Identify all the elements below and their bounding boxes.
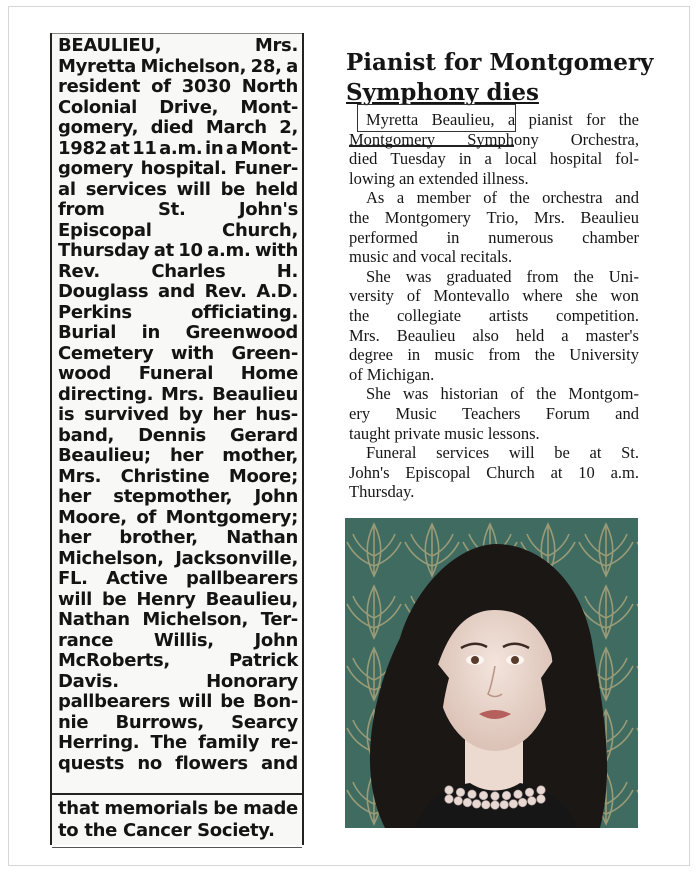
word: her — [58, 527, 91, 548]
word: memorials — [104, 798, 208, 819]
word: Tuesday — [390, 149, 446, 169]
word: resident — [58, 76, 141, 97]
pearl — [491, 801, 500, 810]
word: she — [575, 286, 598, 306]
word: brother, — [119, 527, 198, 548]
word: the — [349, 208, 370, 227]
word: in — [141, 322, 161, 343]
word: March — [205, 117, 267, 138]
pearl — [537, 795, 546, 804]
word: at — [589, 443, 602, 463]
word: hospital. — [140, 158, 227, 179]
word: competition. — [556, 306, 639, 325]
word: music — [434, 345, 474, 365]
word: mother, — [222, 445, 298, 466]
word: Mrs. — [161, 383, 205, 405]
word: artists — [488, 306, 529, 325]
word: was — [405, 266, 432, 286]
word: Cemetery — [58, 342, 154, 364]
pearl — [514, 790, 523, 799]
text-line — [58, 754, 298, 774]
text-line — [58, 569, 298, 589]
word: and — [261, 752, 298, 774]
article-line — [349, 326, 639, 346]
word: a — [225, 137, 238, 159]
word: Davis. — [58, 670, 119, 692]
word: degree — [349, 345, 393, 365]
word: Jacksonville, — [175, 547, 298, 569]
word: Active — [106, 568, 168, 589]
word: Beaulieu; — [58, 445, 151, 466]
word: be — [220, 178, 246, 200]
word: is — [58, 404, 75, 425]
word: was — [402, 384, 429, 404]
headline-line-1: Pianist for Montgomery — [346, 49, 654, 76]
word: McRoberts, — [58, 650, 170, 671]
text-line — [58, 344, 298, 364]
text-line — [58, 385, 298, 405]
text-line — [58, 118, 298, 138]
pearl — [500, 800, 509, 809]
word: from — [58, 199, 105, 220]
word: be — [554, 443, 570, 463]
word: lowing an extended illness. — [349, 168, 529, 188]
text-line — [58, 549, 298, 569]
word: The — [150, 732, 187, 753]
word: services — [85, 178, 167, 200]
article-line — [349, 482, 639, 502]
article-line — [349, 130, 639, 150]
word: St. — [158, 199, 186, 220]
word: pianist — [528, 110, 573, 129]
word: gomery — [58, 158, 134, 179]
word: Nathan — [226, 527, 298, 548]
pearl — [502, 791, 511, 800]
word: the — [618, 110, 639, 129]
word: that — [58, 798, 99, 819]
word: 28, — [250, 55, 282, 77]
word: family — [198, 732, 260, 753]
article-line — [349, 149, 639, 169]
word: 11 — [132, 137, 157, 159]
word: Michelson, — [142, 609, 249, 630]
word: from — [488, 345, 521, 365]
text-line — [58, 631, 298, 651]
word: Episcopal — [405, 462, 471, 482]
word: with — [170, 342, 214, 364]
pearl — [463, 798, 472, 807]
pearl — [528, 797, 537, 806]
word: and — [615, 188, 639, 208]
word: quests — [58, 752, 125, 774]
word: band, — [58, 424, 115, 446]
word: Uni- — [608, 266, 639, 286]
word: Funeral — [138, 363, 214, 384]
word: Douglass — [58, 281, 149, 302]
text-line — [58, 733, 298, 753]
word: with — [254, 240, 298, 261]
word: Symphony — [467, 129, 539, 149]
word: Myretta — [58, 55, 136, 77]
word: Forum — [545, 404, 590, 423]
word: in — [446, 227, 460, 247]
text-line — [58, 77, 298, 97]
article-line — [349, 345, 639, 365]
word: Church — [486, 462, 535, 482]
text-line — [58, 467, 298, 487]
text-line — [58, 180, 298, 200]
article-line — [366, 110, 639, 130]
word: died — [349, 149, 378, 169]
word: Christine — [120, 465, 210, 487]
word: Mrs. — [349, 325, 380, 345]
word: at — [550, 462, 563, 482]
word: where — [522, 286, 563, 306]
pearl — [491, 792, 500, 801]
word: pallbearers — [58, 691, 170, 712]
word: Michelson, — [140, 55, 247, 77]
word: 3030 — [181, 76, 231, 97]
word: to the Cancer Society. — [58, 820, 275, 841]
word: John — [254, 629, 298, 651]
text-line — [58, 241, 298, 261]
word: Bon- — [252, 691, 298, 712]
word: wood — [58, 363, 112, 384]
text-line — [58, 262, 298, 282]
word: collegiate — [396, 306, 462, 325]
word: Church, — [222, 219, 298, 241]
word: Funeral — [366, 443, 417, 463]
word: H. — [276, 260, 298, 282]
word: Ter- — [260, 609, 298, 630]
article-line — [366, 188, 639, 208]
text-line — [58, 405, 298, 425]
word: Music — [395, 404, 437, 423]
text-line — [58, 221, 298, 241]
word: of — [136, 506, 156, 528]
text-line — [58, 590, 298, 610]
word: Beaulieu, — [431, 110, 495, 129]
word: local — [504, 149, 537, 169]
word: will — [58, 588, 92, 610]
word: John's — [349, 462, 390, 482]
word: nie — [58, 711, 89, 733]
pearl — [537, 786, 546, 795]
text-line — [58, 159, 298, 179]
word: St. — [621, 443, 639, 463]
word: rance — [58, 629, 114, 651]
text-line — [58, 57, 298, 77]
text-line — [58, 610, 298, 630]
word: Montevallo — [433, 286, 510, 306]
article-line — [349, 424, 639, 444]
text-line — [58, 713, 298, 733]
text-line — [58, 98, 298, 118]
word: Thursday. — [349, 482, 415, 502]
word: As — [366, 188, 385, 208]
word: Michelson, — [58, 547, 164, 569]
text-line — [58, 323, 298, 343]
word: in — [204, 137, 224, 159]
article-line — [349, 306, 639, 326]
pearl — [472, 800, 481, 809]
word: services — [436, 443, 490, 463]
word: al — [58, 178, 76, 200]
obituary-main-column — [52, 33, 302, 790]
word: Burrows, — [115, 711, 204, 733]
word: Willis, — [153, 629, 214, 651]
pearl — [454, 797, 463, 806]
word: Charles — [151, 260, 226, 282]
word: in — [407, 345, 421, 365]
word: chamber — [582, 227, 639, 247]
word: Nathan — [58, 609, 130, 630]
article-line — [366, 443, 639, 463]
word: numerous — [488, 227, 554, 247]
text-line — [58, 799, 298, 819]
word: 10 — [178, 240, 203, 261]
word: be — [220, 691, 245, 712]
word: Home — [240, 363, 298, 384]
pearl — [479, 791, 488, 800]
word: Rev. — [204, 281, 247, 302]
word: gomery, — [58, 117, 139, 138]
pearl — [518, 798, 527, 807]
word: FL. — [58, 568, 88, 589]
word: at — [109, 137, 130, 159]
word: member — [416, 188, 471, 208]
word: a — [507, 110, 516, 129]
word: historian — [440, 384, 499, 404]
word: no — [137, 752, 162, 774]
word: A.D. — [256, 281, 298, 302]
word: Montgomery; — [165, 506, 298, 528]
text-line — [58, 821, 298, 841]
word: Montgom- — [568, 384, 639, 404]
word: taught private music lessons. — [349, 423, 540, 443]
article-line — [349, 228, 639, 248]
word: Trio, — [486, 208, 519, 227]
word: of — [406, 286, 421, 306]
word: 1982 — [58, 137, 107, 159]
word: John's — [238, 199, 298, 220]
word: Herring. — [58, 732, 140, 753]
word: Honorary — [206, 670, 298, 692]
text-line — [58, 672, 298, 692]
word: of — [510, 384, 525, 404]
word: a.m. — [207, 240, 251, 261]
word: the — [349, 306, 370, 325]
word: ery — [349, 404, 371, 423]
headline-line-2: Symphony dies — [346, 79, 539, 106]
text-line — [58, 303, 298, 323]
word: Funer- — [234, 158, 298, 179]
word: BEAULIEU, — [58, 35, 162, 56]
word: Beaulieu — [212, 383, 298, 405]
word: Searcy — [231, 711, 298, 733]
word: re- — [270, 732, 298, 753]
word: the — [534, 345, 555, 365]
article-line — [349, 463, 639, 483]
text-line — [58, 200, 298, 220]
word: a.m. — [159, 137, 203, 159]
word: 2, — [279, 117, 298, 138]
word: University — [569, 345, 639, 365]
pearl — [525, 788, 534, 797]
word: John — [254, 486, 298, 507]
text-line — [58, 508, 298, 528]
word: Thursday — [58, 240, 150, 261]
text-line — [58, 139, 298, 159]
word: Beaulieu, — [205, 588, 298, 610]
text-line — [58, 692, 298, 712]
word: officiating. — [191, 301, 298, 323]
word: Burial — [58, 322, 117, 343]
article-line — [349, 365, 639, 385]
text-line — [58, 426, 298, 446]
word: master's — [585, 325, 639, 345]
text-line — [58, 487, 298, 507]
word: Teachers — [462, 404, 521, 423]
word: Montgomery — [349, 129, 436, 149]
word: Beaulieu — [396, 325, 456, 345]
article-line — [349, 286, 639, 306]
word: survived — [84, 404, 169, 425]
word: won — [610, 286, 639, 306]
word: at — [153, 240, 174, 261]
word: her — [212, 404, 246, 425]
word: her — [170, 445, 204, 466]
word: from — [526, 266, 559, 286]
word: directing. — [58, 383, 154, 405]
word: music and vocal recitals. — [349, 247, 513, 267]
article-line — [349, 208, 639, 228]
pearl — [445, 786, 454, 795]
word: Patrick — [228, 650, 298, 671]
word: a.m. — [610, 462, 639, 482]
word: pallbearers — [186, 568, 298, 589]
word: She — [366, 384, 391, 404]
word: graduated — [446, 266, 512, 286]
word: performed — [349, 227, 418, 247]
word: the — [509, 188, 530, 208]
word: Henry — [136, 588, 196, 610]
word: 10 — [578, 462, 595, 482]
text-line — [58, 36, 298, 56]
word: of — [483, 188, 497, 208]
portrait-photo — [345, 518, 638, 828]
word: Green- — [231, 342, 298, 364]
word: North — [241, 76, 298, 97]
obituary-continuation — [52, 793, 302, 848]
word: Montgomery — [384, 208, 471, 227]
text-line — [58, 364, 298, 384]
word: Mont- — [240, 137, 298, 159]
word: the — [573, 266, 594, 286]
word: held — [515, 325, 545, 345]
word: stepmother, — [113, 486, 233, 507]
word: in — [458, 149, 472, 169]
word: Moore; — [228, 465, 298, 487]
word: made — [243, 798, 298, 819]
word: Greenwood — [185, 322, 298, 343]
word: Mrs. — [534, 208, 565, 227]
word: and — [158, 281, 195, 302]
word: Mont- — [240, 96, 298, 118]
word: a — [286, 55, 298, 77]
word: flowers — [175, 752, 248, 774]
word: will — [176, 178, 211, 200]
article-line — [366, 267, 639, 287]
word: a — [396, 188, 405, 208]
text-line — [58, 446, 298, 466]
word: by — [178, 404, 203, 425]
word: of — [151, 76, 171, 97]
word: Dennis — [138, 424, 206, 446]
word: Drive, — [159, 96, 219, 118]
word: hospital — [549, 149, 603, 169]
word: Moore, — [58, 506, 127, 528]
word: Orchestra, — [570, 129, 639, 149]
word: will — [178, 691, 213, 712]
word: Colonial — [58, 96, 138, 118]
word: a — [484, 149, 492, 169]
word: She — [366, 266, 391, 286]
word: Myretta — [366, 110, 419, 129]
word: be — [213, 798, 238, 819]
pearl — [468, 790, 477, 799]
article-line — [349, 247, 639, 267]
word: died — [150, 117, 194, 138]
word: Episcopal — [58, 219, 152, 241]
text-line — [58, 282, 298, 302]
article-line — [366, 384, 639, 404]
word: Mrs. — [58, 465, 102, 487]
text-line — [58, 528, 298, 548]
word: the — [536, 384, 557, 404]
word: Beaulieu — [580, 208, 639, 227]
word: hus- — [255, 404, 298, 425]
article-line — [349, 404, 639, 424]
pearl — [456, 788, 465, 797]
word: Mrs. — [254, 35, 298, 56]
article-line — [349, 169, 639, 189]
word: her — [58, 486, 91, 507]
word: held — [255, 178, 298, 200]
pearl — [509, 800, 518, 809]
word: for — [586, 110, 606, 129]
word: versity — [349, 286, 394, 306]
word: of Michigan. — [349, 364, 435, 384]
text-line — [58, 651, 298, 671]
word: and — [615, 404, 639, 423]
word: Rev. — [58, 260, 100, 282]
word: orchestra — [542, 188, 603, 208]
word: a — [561, 325, 569, 345]
pearl — [482, 800, 491, 809]
word: fol- — [615, 149, 639, 169]
word: will — [508, 443, 535, 463]
word: be — [101, 588, 127, 610]
pearl — [445, 795, 454, 804]
word: Perkins — [58, 301, 132, 323]
word: Gerard — [230, 424, 298, 446]
obituary-clipping — [50, 33, 304, 845]
word: also — [472, 325, 499, 345]
